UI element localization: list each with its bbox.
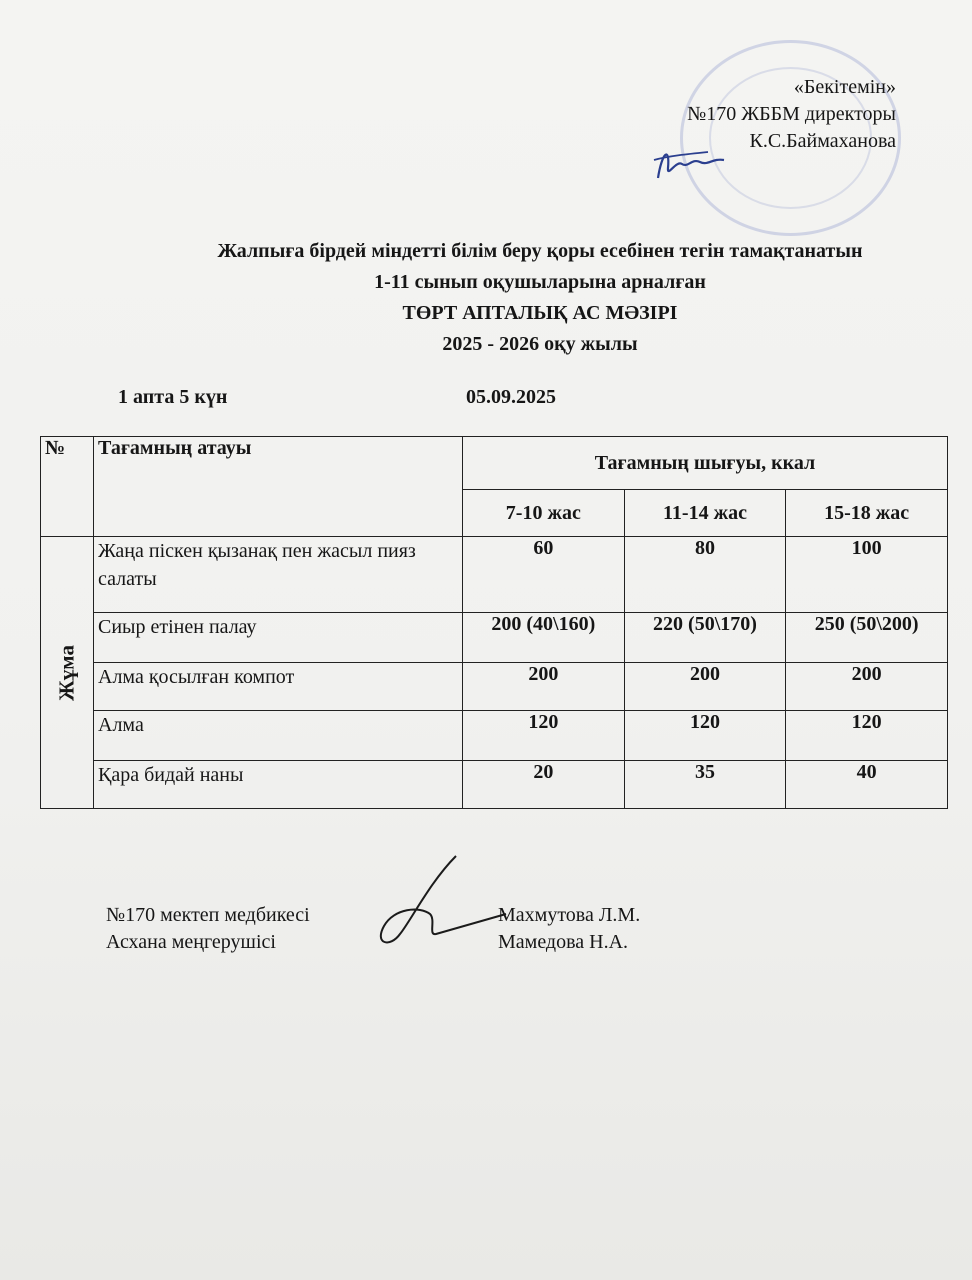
kcal-value: 200 (624, 663, 786, 711)
header-dish-name: Тағамның атауы (94, 437, 463, 537)
nurse-name: Махмутова Л.М. (498, 904, 641, 926)
canteen-name: Мамедова Н.А. (498, 931, 629, 953)
kcal-value: 250 (50\200) (786, 613, 948, 663)
table-row (41, 711, 948, 761)
kcal-value: 20 (463, 761, 625, 809)
menu-date: 05.09.2025 (466, 386, 556, 408)
kcal-value: 80 (624, 537, 786, 613)
week-day-label: 1 апта 5 күн (118, 386, 228, 408)
kcal-value: 200 (463, 663, 625, 711)
director-signature-icon (648, 138, 728, 190)
kcal-value: 100 (786, 537, 948, 613)
kcal-value: 40 (786, 761, 948, 809)
approval-position: №170 ЖББМ директоры (687, 103, 896, 125)
table-row (41, 761, 948, 809)
kcal-value: 60 (463, 537, 625, 613)
kcal-value: 200 (40\160) (463, 613, 625, 663)
dish-name: Қара бидай наны (94, 761, 463, 809)
header-age-2: 11-14 жас (624, 490, 786, 537)
menu-table (40, 436, 948, 809)
kcal-value: 35 (624, 761, 786, 809)
header-output: Тағамның шығуы, ккал (463, 437, 948, 490)
staff-names (498, 902, 640, 956)
kcal-value: 120 (463, 711, 625, 761)
header-age-3: 15-18 жас (786, 490, 948, 537)
menu-heading (120, 236, 960, 360)
heading-title: ТӨРТ АПТАЛЫҚ АС МӘЗІРІ (402, 302, 678, 324)
dish-name: Жаңа піскен қызанақ пен жасыл пияз салаты (94, 537, 463, 613)
nurse-role: №170 мектеп медбикесі (106, 904, 310, 926)
kcal-value: 200 (786, 663, 948, 711)
heading-line-2: 1-11 сынып оқушыларына арналған (374, 271, 706, 293)
dish-name: Алма қосылған компот (94, 663, 463, 711)
approval-title: «Бекітемін» (793, 76, 896, 98)
heading-line-1: Жалпыға бірдей міндетті білім беру қоры есебінен тегін тамақтанатын (217, 240, 863, 262)
table-row (41, 663, 948, 711)
staff-roles (106, 902, 310, 956)
day-cell (41, 537, 94, 809)
header-number: № (41, 437, 94, 537)
header-age-1: 7-10 жас (463, 490, 625, 537)
day-label: Жұма (54, 644, 79, 701)
kcal-value: 120 (786, 711, 948, 761)
heading-school-year: 2025 - 2026 оқу жылы (442, 333, 638, 355)
dish-name: Алма (94, 711, 463, 761)
nurse-signature-icon (370, 852, 510, 952)
kcal-value: 220 (50\170) (624, 613, 786, 663)
approval-director-name: К.С.Баймаханова (749, 130, 896, 152)
table-row (41, 537, 948, 613)
kcal-value: 120 (624, 711, 786, 761)
canteen-role: Асхана меңгерушісі (106, 931, 276, 953)
dish-name: Сиыр етінен палау (94, 613, 463, 663)
table-row (41, 613, 948, 663)
